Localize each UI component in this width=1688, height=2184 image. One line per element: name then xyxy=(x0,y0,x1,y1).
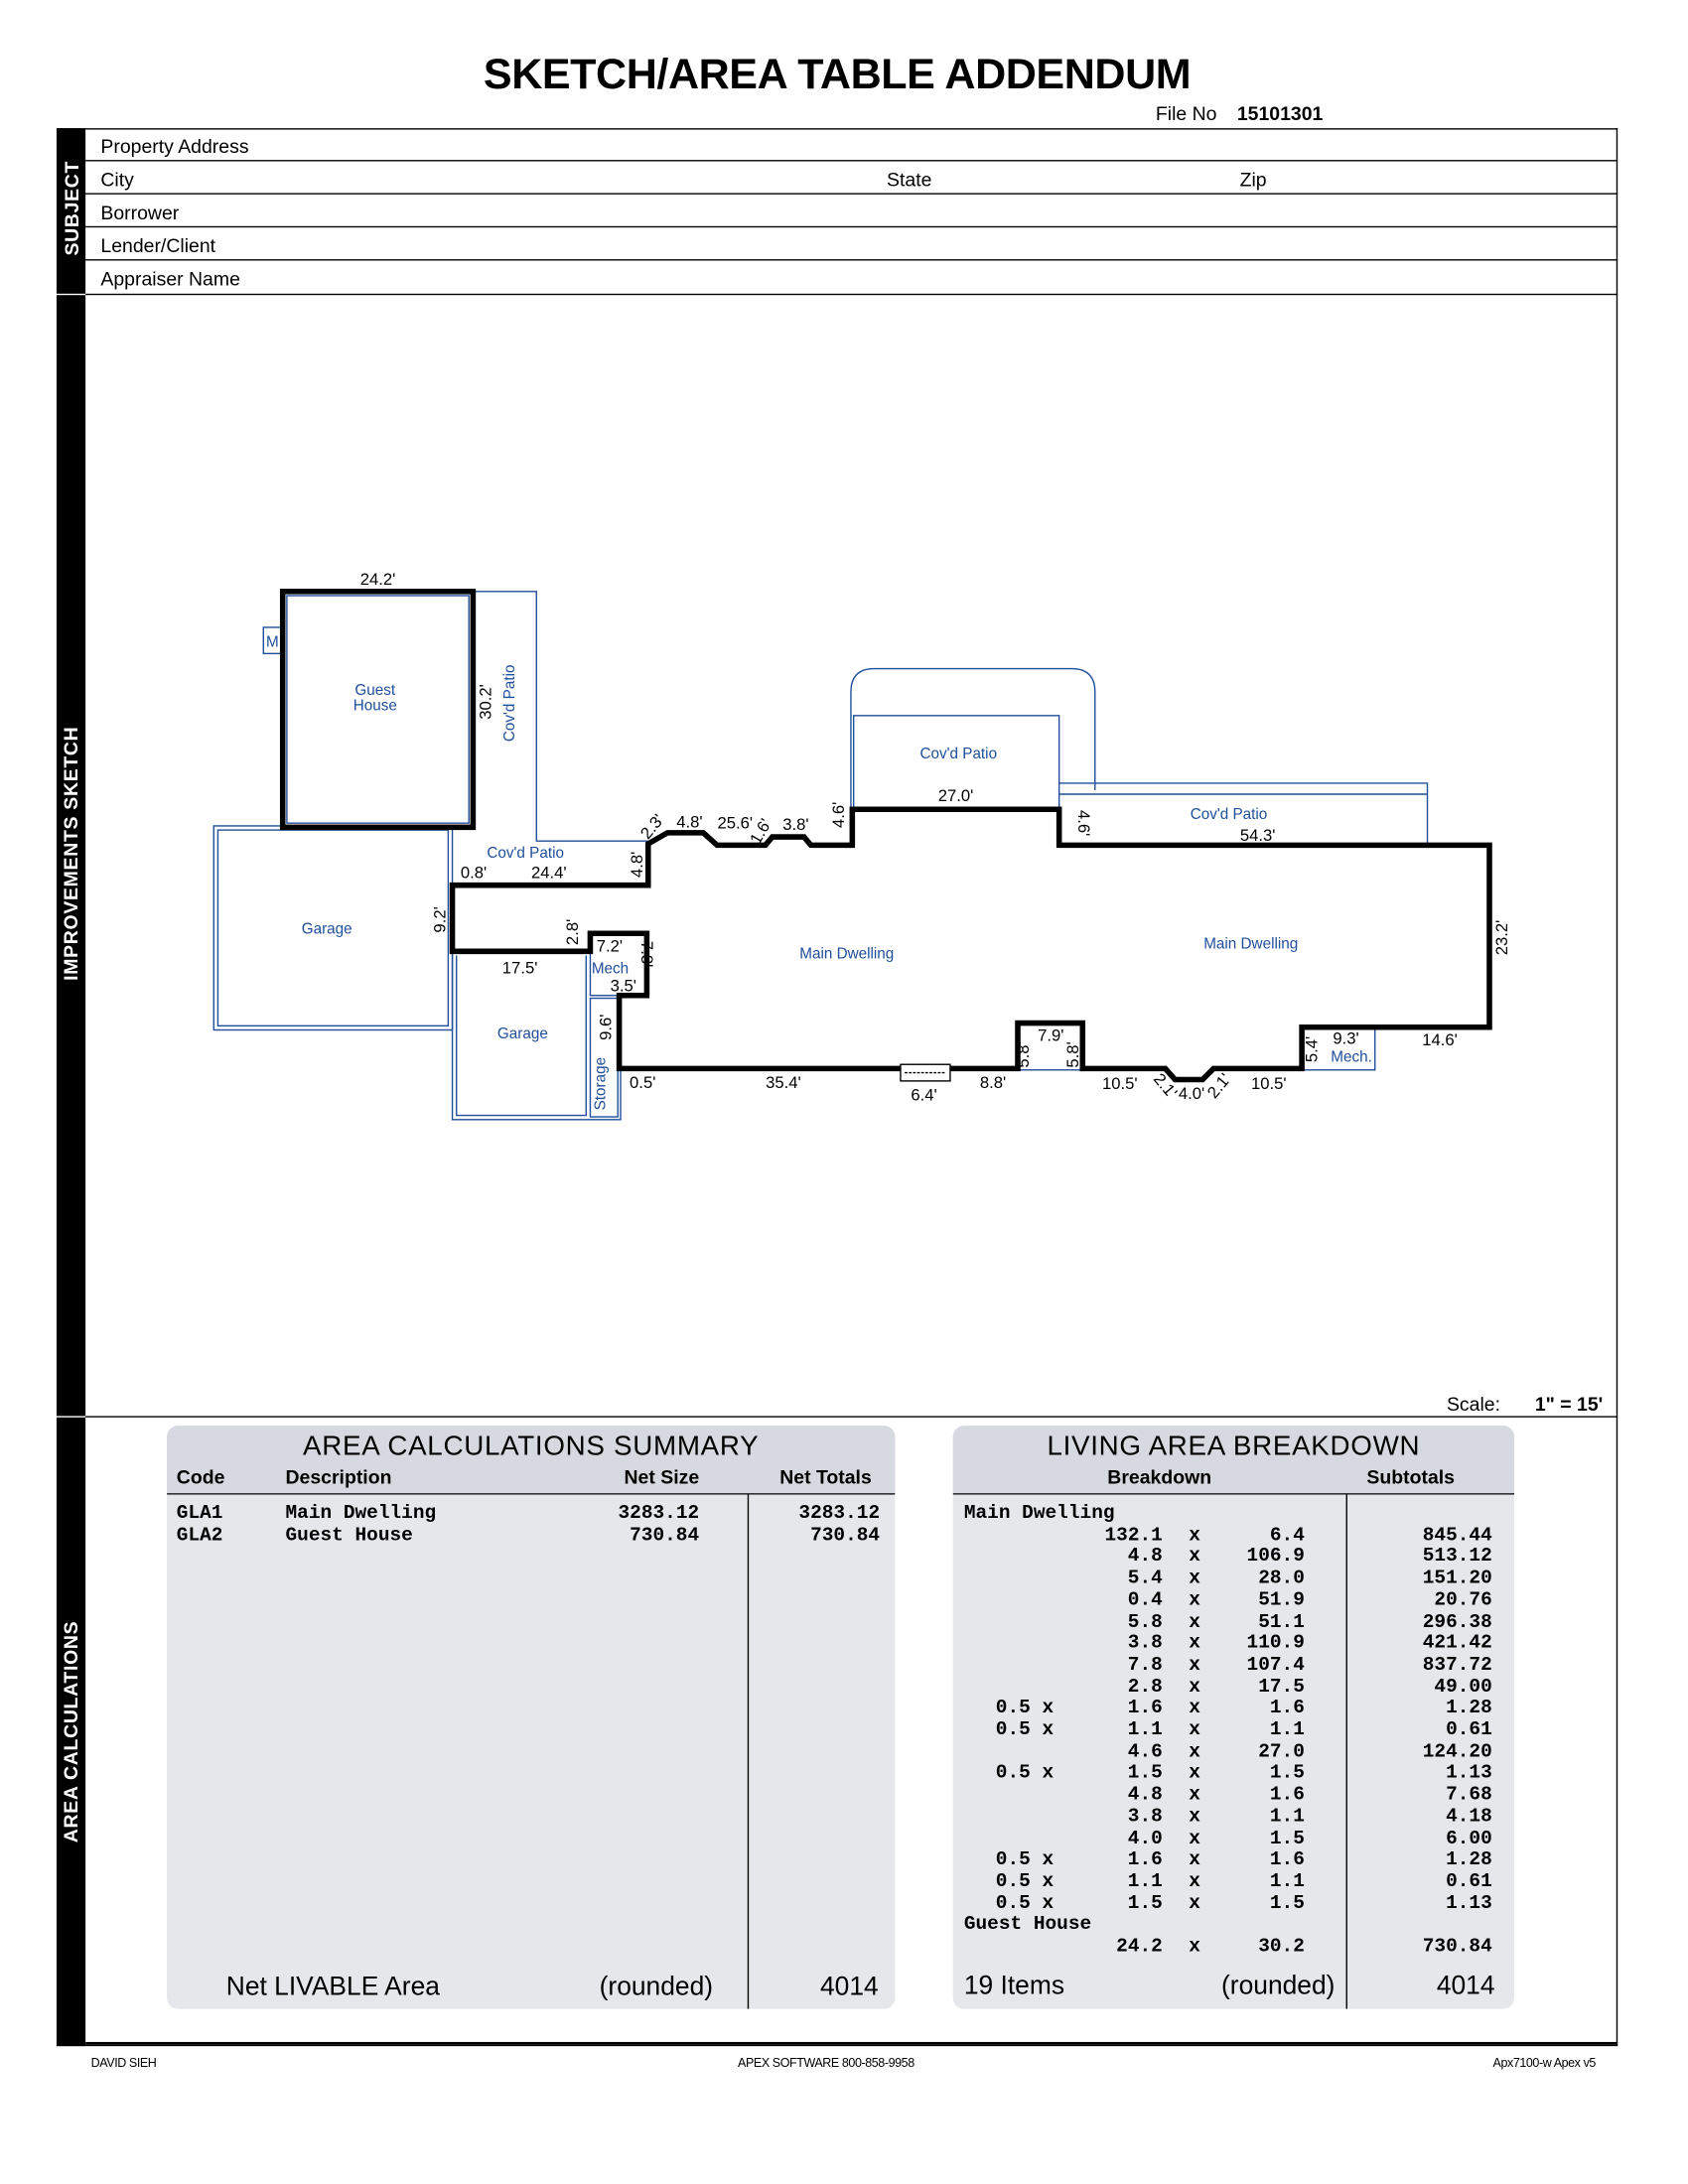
breakdown-subtotal: 837.72 xyxy=(1422,1654,1492,1677)
breakdown-subtotal: 151.20 xyxy=(1422,1568,1492,1590)
scale-label: Scale: xyxy=(1446,1392,1501,1416)
breakdown-subtotal: 7.68 xyxy=(1446,1784,1492,1807)
summary-net-total: 730.84 xyxy=(810,1524,881,1547)
breakdown-subtotal: 0.61 xyxy=(1446,1718,1492,1742)
breakdown-subtotal: 845.44 xyxy=(1422,1524,1492,1547)
room-label-covd-patio: Cov'd Patio xyxy=(919,745,998,762)
dimension-label: 9.3' xyxy=(1333,1028,1359,1048)
living-area-total: 4014 xyxy=(1436,1972,1495,2001)
breakdown-subtotal: 513.12 xyxy=(1422,1546,1492,1569)
breakdown-group-label: Main Dwelling xyxy=(963,1502,1115,1526)
dimension-label: 4.6' xyxy=(829,801,849,829)
items-count: 19 Items xyxy=(963,1972,1065,2001)
breakdown-factor: 0.5 x xyxy=(995,1762,1055,1785)
breakdown-width: 110.9 xyxy=(1246,1632,1305,1655)
room-label-garage: Garage xyxy=(496,1024,548,1042)
breakdown-subtotal: 1.13 xyxy=(1446,1892,1492,1915)
breakdown-length: 1.6 xyxy=(1127,1848,1163,1871)
breakdown-times: x xyxy=(1189,1784,1200,1807)
col-header-code: Code xyxy=(176,1465,225,1488)
breakdown-width: 1.6 xyxy=(1269,1848,1305,1871)
dimension-label: 24.4' xyxy=(530,863,567,883)
dimension-label: 4.8' xyxy=(676,812,703,832)
breakdown-length: 1.6 xyxy=(1127,1698,1163,1720)
breakdown-times: x xyxy=(1189,1676,1200,1699)
room-label-guest-house: Guest xyxy=(354,682,396,700)
breakdown-width: 1.1 xyxy=(1269,1806,1305,1829)
breakdown-length: 1.1 xyxy=(1127,1870,1163,1893)
breakdown-width: 107.4 xyxy=(1246,1654,1305,1677)
breakdown-width: 1.6 xyxy=(1269,1784,1305,1807)
breakdown-width: 106.9 xyxy=(1246,1546,1305,1569)
living-area-breakdown-panel xyxy=(953,1426,1514,2009)
breakdown-times: x xyxy=(1189,1827,1200,1850)
breakdown-times: x xyxy=(1189,1632,1200,1655)
dimension-label: 54.3' xyxy=(1239,826,1276,846)
col-header-net-size: Net Size xyxy=(624,1465,700,1488)
dimension-label: 35.4' xyxy=(766,1072,801,1092)
breakdown-length: 0.4 xyxy=(1127,1589,1163,1612)
city-label: City xyxy=(100,168,134,191)
room-label-main-dwelling: Main Dwelling xyxy=(1203,935,1299,953)
breakdown-group-label: Guest House xyxy=(963,1914,1092,1937)
page-title: SKETCH/AREA TABLE ADDENDUM xyxy=(483,50,1192,98)
divider xyxy=(85,2042,1618,2045)
lender-label: Lender/Client xyxy=(100,234,216,257)
panel-title: LIVING AREA BREAKDOWN xyxy=(1047,1431,1421,1462)
dimension-label: 10.5' xyxy=(1250,1074,1287,1094)
breakdown-length: 4.0 xyxy=(1127,1827,1163,1850)
state-label: State xyxy=(887,168,932,191)
room-label-mech: Mech. xyxy=(1331,1048,1372,1066)
breakdown-length: 24.2 xyxy=(1116,1936,1163,1959)
rounded-label: (rounded) xyxy=(599,1973,714,2002)
breakdown-length: 3.8 xyxy=(1127,1806,1163,1829)
breakdown-length: 4.8 xyxy=(1127,1546,1163,1569)
dimension-label: 5.8' xyxy=(1014,1041,1034,1068)
breakdown-times: x xyxy=(1189,1718,1200,1742)
scale-value: 1" = 15' xyxy=(1534,1392,1604,1416)
breakdown-length: 1.5 xyxy=(1127,1762,1163,1785)
dimension-label: 3.5' xyxy=(610,976,636,996)
breakdown-subtotal: 421.42 xyxy=(1422,1632,1492,1655)
footer-version: Apx7100-w Apex v5 xyxy=(1492,2055,1596,2070)
breakdown-width: 1.5 xyxy=(1269,1892,1305,1915)
dimension-label: 4.6' xyxy=(1074,809,1094,837)
breakdown-times: x xyxy=(1189,1848,1200,1871)
file-no-label: File No xyxy=(1155,101,1217,125)
breakdown-times: x xyxy=(1189,1546,1200,1569)
breakdown-times: x xyxy=(1189,1524,1200,1547)
breakdown-subtotal: 4.18 xyxy=(1446,1806,1492,1829)
breakdown-times: x xyxy=(1189,1740,1200,1763)
area-section-label: AREA CALCULATIONS xyxy=(59,1620,81,1843)
net-livable-total: 4014 xyxy=(819,1973,879,2002)
dimension-label: 5.8' xyxy=(1063,1041,1083,1068)
breakdown-width: 30.2 xyxy=(1258,1936,1305,1959)
dimension-label: 6.4' xyxy=(911,1085,937,1105)
subject-section-label: SUBJECT xyxy=(61,160,83,256)
breakdown-width: 1.5 xyxy=(1269,1762,1305,1785)
breakdown-times: x xyxy=(1189,1698,1200,1720)
summary-net-size: 730.84 xyxy=(630,1524,700,1547)
room-label-guest-house: House xyxy=(352,697,397,715)
summary-description: Main Dwelling xyxy=(285,1502,437,1526)
breakdown-times: x xyxy=(1189,1806,1200,1829)
room-label-covd-patio: Cov'd Patio xyxy=(501,664,519,743)
breakdown-times: x xyxy=(1189,1589,1200,1612)
breakdown-times: x xyxy=(1189,1892,1200,1915)
dimension-label: 9.2' xyxy=(430,906,450,933)
breakdown-factor: 0.5 x xyxy=(995,1848,1055,1871)
dimension-label: 10.5' xyxy=(1101,1074,1138,1094)
breakdown-times: x xyxy=(1189,1654,1200,1677)
summary-code: GLA1 xyxy=(176,1502,223,1526)
summary-code: GLA2 xyxy=(176,1524,223,1547)
breakdown-width: 28.0 xyxy=(1258,1568,1305,1590)
breakdown-width: 27.0 xyxy=(1258,1740,1305,1763)
appraiser-label: Appraiser Name xyxy=(100,267,240,290)
breakdown-subtotal: 49.00 xyxy=(1434,1676,1492,1699)
breakdown-length: 1.1 xyxy=(1127,1718,1163,1742)
dimension-label: 0.8' xyxy=(460,863,488,883)
breakdown-factor: 0.5 x xyxy=(995,1892,1055,1915)
room-label-storage: Storage xyxy=(592,1056,610,1111)
breakdown-length: 132.1 xyxy=(1104,1524,1163,1547)
breakdown-length: 5.8 xyxy=(1127,1610,1163,1634)
dimension-label: 3.8' xyxy=(782,815,809,835)
column-divider xyxy=(1346,1495,1347,2009)
area-summary-panel xyxy=(167,1426,895,2009)
footer-software: APEX SOFTWARE 800-858-9958 xyxy=(738,2055,914,2070)
column-divider xyxy=(748,1495,749,2009)
dimension-label: 23.2' xyxy=(1492,919,1512,956)
breakdown-times: x xyxy=(1189,1762,1200,1785)
breakdown-length: 1.5 xyxy=(1127,1892,1163,1915)
breakdown-width: 1.5 xyxy=(1269,1827,1305,1850)
breakdown-width: 1.1 xyxy=(1269,1718,1305,1742)
col-header-subtotals: Subtotals xyxy=(1366,1465,1455,1488)
breakdown-subtotal: 730.84 xyxy=(1422,1936,1492,1959)
col-header-net-totals: Net Totals xyxy=(779,1465,872,1488)
dimension-label: 4.0' xyxy=(1178,1083,1205,1103)
breakdown-factor: 0.5 x xyxy=(995,1718,1055,1742)
dimension-label: 8.8' xyxy=(979,1072,1007,1092)
breakdown-length: 5.4 xyxy=(1127,1568,1163,1590)
breakdown-width: 51.1 xyxy=(1258,1610,1305,1634)
dimension-label: 2.8' xyxy=(562,918,582,946)
dimension-label: 1.6' xyxy=(746,815,775,848)
dimension-label: 7.2' xyxy=(596,936,624,956)
breakdown-length: 3.8 xyxy=(1127,1632,1163,1655)
room-label-main-dwelling: Main Dwelling xyxy=(799,945,895,963)
side-patio-outline xyxy=(473,592,647,841)
breakdown-length: 7.8 xyxy=(1127,1654,1163,1677)
breakdown-length: 4.6 xyxy=(1127,1740,1163,1763)
breakdown-length: 4.8 xyxy=(1127,1784,1163,1807)
dimension-label: 27.0' xyxy=(937,785,974,805)
dimension-label: 30.2' xyxy=(476,684,495,720)
breakdown-factor: 0.5 x xyxy=(995,1870,1055,1893)
col-header-description: Description xyxy=(285,1465,392,1488)
breakdown-subtotal: 1.13 xyxy=(1446,1762,1492,1785)
net-livable-label: Net LIVABLE Area xyxy=(225,1973,440,2002)
breakdown-subtotal: 0.61 xyxy=(1446,1870,1492,1893)
room-label-m: M xyxy=(266,633,279,651)
footer-appraiser: DAVID SIEH xyxy=(90,2055,157,2070)
dimension-label: 7.9' xyxy=(1038,1025,1064,1045)
breakdown-factor: 0.5 x xyxy=(995,1698,1055,1720)
breakdown-width: 51.9 xyxy=(1258,1589,1305,1612)
breakdown-length: 2.8 xyxy=(1127,1676,1163,1699)
breakdown-times: x xyxy=(1189,1936,1200,1959)
summary-description: Guest House xyxy=(285,1524,413,1547)
breakdown-times: x xyxy=(1189,1568,1200,1590)
dimension-label: 5.4' xyxy=(1302,1035,1322,1063)
dimension-label: 4.8' xyxy=(628,851,647,879)
summary-net-size: 3283.12 xyxy=(618,1502,700,1526)
summary-net-total: 3283.12 xyxy=(798,1502,881,1526)
room-label-mech: Mech xyxy=(591,960,630,978)
dimension-label: 17.5' xyxy=(501,958,538,978)
breakdown-width: 1.6 xyxy=(1269,1698,1305,1720)
dimension-label: 0.5' xyxy=(630,1072,656,1092)
room-label-garage: Garage xyxy=(301,920,352,938)
file-no-value: 15101301 xyxy=(1236,101,1324,125)
outbuilding-outlines xyxy=(213,592,1427,1120)
breakdown-subtotal: 1.28 xyxy=(1446,1848,1492,1871)
dimension-label: 2.3' xyxy=(636,810,668,843)
dimension-label: 25.6' xyxy=(717,813,754,833)
room-label-covd-patio: Cov'd Patio xyxy=(1190,806,1268,824)
room-label-covd-patio: Cov'd Patio xyxy=(487,844,564,862)
breakdown-subtotal: 296.38 xyxy=(1422,1610,1492,1634)
breakdown-subtotal: 124.20 xyxy=(1422,1740,1492,1763)
breakdown-subtotal: 20.76 xyxy=(1434,1589,1492,1612)
breakdown-times: x xyxy=(1189,1870,1200,1893)
col-header-breakdown: Breakdown xyxy=(1107,1465,1212,1488)
dimension-label: 2.1' xyxy=(1202,1069,1235,1102)
dimension-label: 24.2' xyxy=(359,569,396,589)
breakdown-width: 1.1 xyxy=(1269,1870,1305,1893)
rounded-label: (rounded) xyxy=(1221,1972,1336,2001)
dimension-label: 2.1' xyxy=(1149,1069,1182,1102)
dimension-label: 14.6' xyxy=(1422,1029,1458,1049)
borrower-label: Borrower xyxy=(100,201,180,224)
breakdown-width: 6.4 xyxy=(1269,1524,1305,1547)
property-address-label: Property Address xyxy=(100,135,249,158)
sketch-section-label: IMPROVEMENTS SKETCH xyxy=(59,726,81,981)
breakdown-width: 17.5 xyxy=(1258,1676,1305,1699)
zip-label: Zip xyxy=(1239,168,1267,191)
dimension-label: 9.6' xyxy=(596,1014,616,1040)
panel-title: AREA CALCULATIONS SUMMARY xyxy=(303,1431,760,1462)
breakdown-subtotal: 1.28 xyxy=(1446,1698,1492,1720)
dimension-label: 7.8' xyxy=(636,940,656,968)
breakdown-times: x xyxy=(1189,1610,1200,1634)
dimension-labels xyxy=(360,570,1511,1104)
breakdown-subtotal: 6.00 xyxy=(1446,1827,1492,1850)
